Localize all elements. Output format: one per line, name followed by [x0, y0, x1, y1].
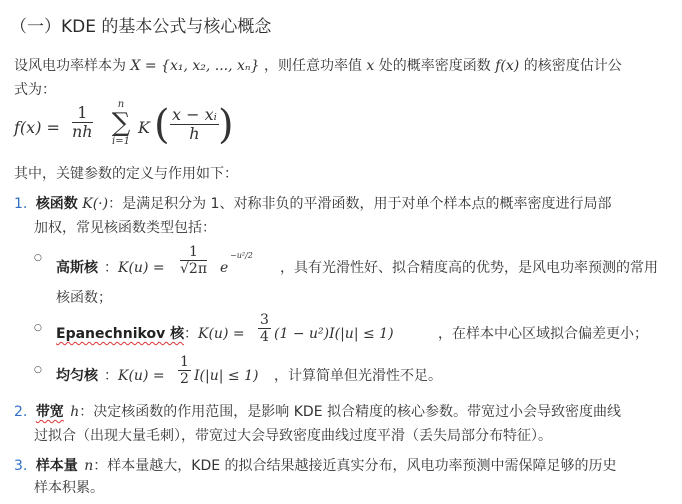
bullet-icon: ○	[34, 253, 42, 263]
item-symbol: h	[70, 404, 80, 420]
sum-upper: n	[117, 99, 125, 110]
sum-lower: i=1	[112, 136, 130, 147]
formula-frac-num: 1	[72, 104, 93, 123]
fx-expr: f(x)	[495, 58, 520, 74]
formula-lhs: f(x) =	[14, 118, 60, 137]
epan-lhs: K(u) =	[198, 326, 245, 342]
formula-kernel: K	[138, 118, 150, 137]
item-text-cont: 加权，常见核函数类型包括：	[34, 220, 216, 236]
subitem-gaussian	[34, 244, 674, 288]
item-kernel-line-1	[14, 194, 611, 214]
uniform-expr: I(|u| ≤ 1)	[194, 368, 259, 384]
sample-set-expr: X = {x₁, x₂, ..., xₙ}	[130, 58, 260, 74]
item-number: 2.	[14, 404, 28, 420]
intro-text-3: 处的概率密度函数	[378, 58, 491, 74]
intro-text-4: 的核密度估计公	[523, 58, 622, 74]
gauss-desc-cont: 核函数；	[56, 290, 112, 306]
colon: ：	[184, 326, 198, 342]
gauss-exp-power: −u²/2	[230, 251, 253, 260]
gauss-frac	[180, 244, 207, 277]
colon: ：	[104, 368, 118, 384]
gauss-desc: ，具有光滑性好、拟合精度高的优势，是风电功率预测的常用	[280, 260, 658, 276]
item-samplesize-line-2	[34, 478, 104, 498]
epan-desc: ，在样本中心区域拟合偏差更小；	[438, 326, 648, 342]
item-bandwidth-line-1	[14, 402, 621, 422]
epan-frac	[258, 312, 271, 345]
gauss-exp-base: e	[220, 260, 229, 276]
bullet-icon: ○	[34, 323, 42, 333]
epan-frac-num: 3	[260, 312, 269, 328]
intro-text-1: 设风电功率样本为	[14, 58, 126, 74]
uniform-frac-den: 2	[180, 371, 189, 388]
epan-expr: (1 − u²)I(|u| ≤ 1)	[274, 326, 394, 342]
intro-text-2: ，则任意功率值	[263, 58, 362, 74]
subitem-gaussian-line-2	[56, 288, 112, 308]
subitem-epanechnikov	[34, 314, 674, 354]
item-title: 样本量	[35, 458, 78, 474]
item-kernel-line-2	[34, 218, 216, 238]
item-bandwidth-line-2	[34, 426, 552, 446]
summation	[108, 100, 134, 148]
uniform-lhs: K(u) =	[118, 368, 165, 384]
item-symbol: n	[84, 458, 94, 474]
item-title: 带宽	[35, 404, 64, 420]
uniform-frac	[178, 354, 191, 387]
item-text: ：样本量越大，KDE 的拟合结果越接近真实分布，风电功率预测中需保障足够的历史	[93, 458, 617, 474]
item-text-cont: 样本积累。	[34, 480, 104, 496]
formula-arg-den: h	[189, 124, 200, 144]
item-number: 1.	[14, 196, 28, 212]
formula-arg-frac	[170, 106, 219, 144]
uniform-frac-num: 1	[180, 354, 189, 370]
item-symbol: K(·)	[82, 196, 109, 212]
params-intro	[14, 164, 238, 184]
item-text: ：是满足积分为 1、对称非负的平滑函数，用于对单个样本点的概率密度进行局部	[108, 196, 612, 212]
formula-arg-num: x − xᵢ	[172, 105, 217, 124]
sum-symbol: ∑	[111, 108, 131, 138]
subitem-title: 均匀核	[56, 368, 98, 384]
intro-text-5: 式为：	[14, 82, 56, 98]
subitem-uniform	[34, 356, 674, 396]
var-x: x	[366, 58, 375, 74]
formula-frac-den: nh	[72, 122, 93, 142]
colon: ：	[104, 260, 118, 276]
params-intro-text: 其中，关键参数的定义与作用如下：	[14, 166, 238, 182]
gauss-frac-den: √2π	[180, 261, 208, 278]
item-samplesize-line-1	[14, 456, 617, 476]
subitem-title: 高斯核	[56, 260, 98, 276]
gauss-lhs: K(u) =	[118, 260, 165, 276]
item-title: 核函数	[35, 196, 78, 212]
paren-left: (	[154, 102, 170, 148]
intro-line-1	[14, 56, 622, 76]
epan-frac-den: 4	[260, 329, 269, 346]
subitem-title: Epanechnikov 核	[56, 326, 185, 342]
section-heading	[10, 12, 271, 37]
item-text-cont: 过拟合（出现大量毛刺），带宽过大会导致密度曲线过度平滑（丢失局部分布特征）。	[34, 428, 552, 444]
formula-frac	[72, 104, 93, 142]
paren-right: )	[218, 102, 234, 148]
intro-line-2	[14, 80, 56, 100]
bullet-icon: ○	[34, 365, 42, 375]
item-text: ：决定核函数的作用范围，是影响 KDE 拟合精度的核心参数。带宽过小会导致密度曲线	[79, 404, 622, 420]
item-number: 3.	[14, 458, 28, 474]
uniform-desc: ，计算简单但光滑性不足。	[274, 368, 442, 384]
section-heading-text: （一）KDE 的基本公式与核心概念	[10, 17, 272, 37]
gauss-frac-num: 1	[180, 244, 207, 261]
